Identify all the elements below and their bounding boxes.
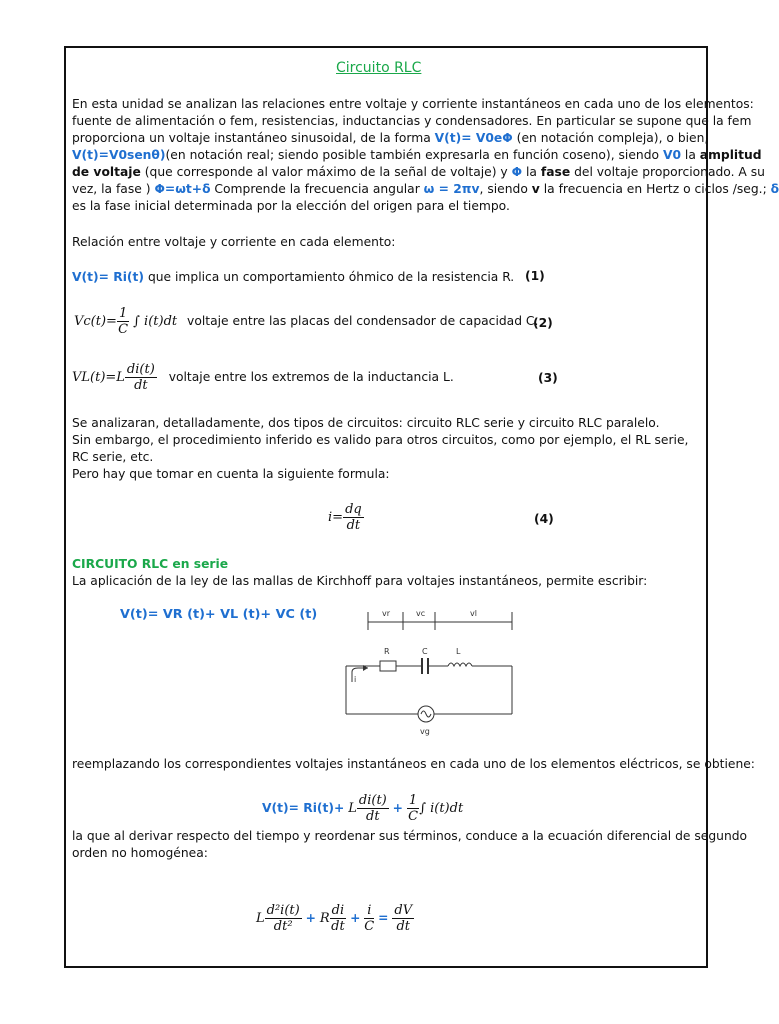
label-C: C [422,647,428,656]
label-vr: vr [382,609,391,618]
intro-line: vez, la fase ) Φ=ωt+δ Comprende la frecuencia angular ω = 2πv, siendo v la frecuencia en Hertz o ciclos /seg.; δ [72,182,779,196]
equation-number: (2) [533,316,553,330]
rlc-circuit-diagram [338,602,518,738]
paragraph-line: RC serie, etc. [72,450,154,464]
paragraph-line: la que al derivar respecto del tiempo y reordenar sus términos, conduce a la ecuación diferencial de segundo [72,829,748,843]
label-vc: vc [416,609,426,618]
intro-line: proporciona un voltaje instantáneo sinusoidal, de la forma V(t)= V0eΦ (en notación compleja), o bien, [72,131,709,145]
equation-2: Vc(t)= $\frac{1}{C}$ ∫ i(t)dt voltaje entre las placas del condensador de capacidad C. [74,306,539,337]
intro-line: fuente de alimentación o fem, resistencias, inductancias y condensadores. En particular se supone que la fem [72,114,752,128]
paragraph-line: Sin embargo, el procedimiento inferido es valido para otros circuitos, como por ejemplo, el RL serie, [72,433,689,447]
equation-number: (3) [538,371,558,385]
equation-number: (4) [534,512,554,526]
kirchhoff-formula: V(t)= VR (t)+ VL (t)+ VC (t) [120,607,318,622]
equation-1: V(t)= Ri(t) que implica un comportamiento óhmico de la resistencia R. [72,270,515,284]
paragraph-line: orden no homogénea: [72,846,208,860]
equation-6: L $\frac{\text{d²i(t)}}{\text{dt²}}$ + R $\frac{di}{dt}$ + $\frac{i}{C}$ = $\frac{dV}{dt}$ [256,903,413,934]
paragraph-line: Pero hay que tomar en cuenta la siguiente formula: [72,467,390,481]
paragraph-line: Se analizaran, detalladamente, dos tipos de circuitos: circuito RLC serie y circuito RLC paralelo. [72,416,660,430]
equation-3: VL(t)=L $\frac{di(t)}{dt}$ voltaje entre los extremos de la inductancia L. [72,362,454,393]
intro-line: de voltaje (que corresponde al valor máximo de la señal de voltaje) y Φ la fase del voltaje proporcionado. A su [72,165,765,179]
label-R: R [384,647,390,656]
intro-line: V(t)=V0senθ)(en notación real; siendo posible también expresarla en función coseno), siendo V0 la amplitud [72,148,762,162]
equation-number: (1) [525,269,545,283]
section-heading: CIRCUITO RLC en serie [72,557,229,571]
label-vl: vl [470,609,477,618]
intro-line: es la fase inicial determinada por la elección del origen para el tiempo. [72,199,510,213]
label-L: L [456,647,461,656]
intro-line: En esta unidad se analizan las relaciones entre voltaje y corriente instantáneos en cada uno de los elementos: [72,97,754,111]
label-vg: vg [420,727,430,736]
paragraph-line: reemplazando los correspondientes voltajes instantáneos en cada uno de los elementos eléctricos, se obtiene: [72,757,755,771]
relation-heading: Relación entre voltaje y corriente en cada elemento: [72,235,396,249]
equation-4: i= $\frac{dq}{dt}$ [328,502,362,533]
paragraph-line: La aplicación de la ley de las mallas de Kirchhoff para voltajes instantáneos, permite escribir: [72,574,648,588]
page-title: Circuito RLC [336,60,422,76]
label-i: i [354,675,357,684]
equation-5: V(t)= Ri(t)+ L $\frac{di(t)}{dt}$ + $\frac{1}{C}$ ∫ i(t)dt [262,793,464,824]
